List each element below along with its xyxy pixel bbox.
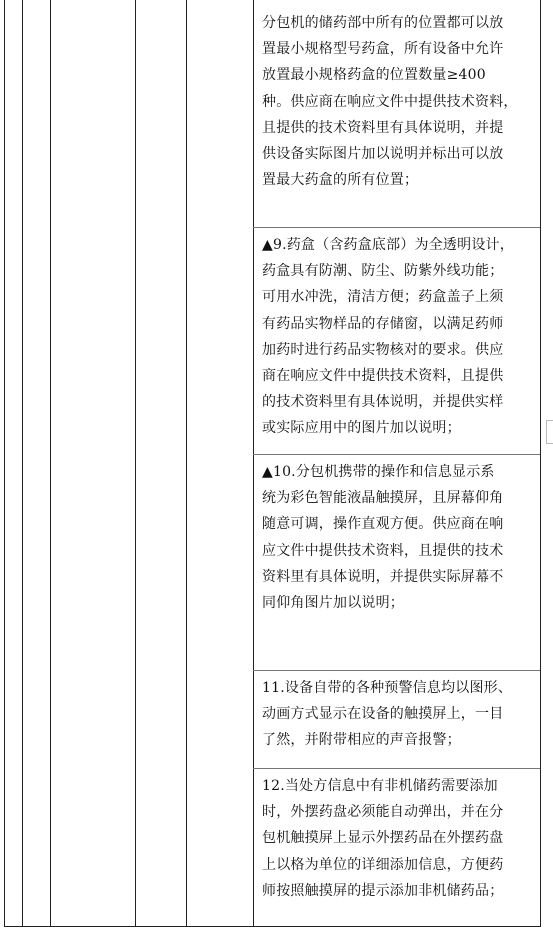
spec-item-9-medicine-box (262, 232, 536, 442)
table-border-bottom (4, 926, 541, 927)
text-line: ▲10.分包机携带的操作和信息显示系 (262, 464, 495, 480)
text-line: 动画方式显示在设备的触摸屏上，一目 (262, 706, 504, 723)
text-line: 分包机的储药部中所有的位置都可以放 (262, 15, 504, 31)
text-line: 置最小规格型号药盒，所有设备中允许 (262, 41, 504, 58)
text-line: 置最大药盒的所有位置； (262, 172, 419, 189)
text-line: 且提供的技术资料里有具体说明，并提 (262, 119, 504, 136)
text-line: 药盒具有防潮、防尘、防紫外线功能； (262, 263, 504, 280)
paragraph-separator (253, 454, 540, 455)
table-column-divider (50, 0, 51, 927)
text-line: 加药时进行药品实物核对的要求。供应 (262, 341, 504, 358)
paragraph-separator (253, 670, 540, 671)
text-line: 放置最小规格药盒的位置数量≥400 (262, 67, 486, 84)
paragraph-separator (253, 768, 540, 769)
table-column-divider (135, 0, 136, 927)
text-line: ▲9.药盒（含药盒底部）为全透明设计， (262, 237, 514, 253)
table-border-right (540, 0, 541, 927)
text-line: 时，外摆药盘必须能自动弹出，并在分 (262, 804, 504, 821)
text-line: 上以格为单位的详细添加信息，方便药 (262, 856, 504, 873)
paragraph-separator (253, 227, 540, 228)
text-line: 种。供应商在响应文件中提供技术资料， (262, 93, 518, 110)
text-line: 12.当处方信息中有非机储药需要添加 (262, 778, 498, 794)
text-line: 资料里有具体说明，并提供实际屏幕不 (262, 568, 504, 585)
text-line: 了然，并附带相应的声音报警； (262, 732, 461, 749)
text-line: 有药品实物样品的存储窗，以满足药师 (262, 315, 504, 332)
spec-item-12-external-tray (262, 773, 536, 904)
text-line: 商在响应文件中提供技术资料，且提供 (262, 368, 504, 385)
text-line: 包机触摸屏上显示外摆药品在外摆药盘 (262, 830, 504, 847)
text-line: 的技术资料里有具体说明，并提供实样 (262, 394, 504, 411)
text-line: 应文件中提供技术资料，且提供的技术 (262, 542, 504, 559)
text-line: 11.设备自带的各种预警信息均以图形、 (262, 680, 513, 696)
table-column-divider (253, 0, 254, 927)
spec-item-storage-positions (262, 10, 536, 193)
table-column-divider (186, 0, 187, 927)
spec-item-10-touchscreen (262, 459, 536, 616)
page-edge-marker (546, 420, 553, 444)
text-line: 随意可调，操作直观方便。供应商在响 (262, 516, 504, 533)
spec-item-11-warnings (262, 675, 536, 754)
table-border-left (4, 0, 5, 927)
text-line: 同仰角图片加以说明； (262, 595, 404, 612)
text-line: 供设备实际图片加以说明并标出可以放 (262, 146, 504, 163)
text-line: 统为彩色智能液晶触摸屏，且屏幕仰角 (262, 490, 504, 507)
text-line: 或实际应用中的图片加以说明； (262, 420, 461, 437)
text-line: 可用水冲洗，清洁方便；药盒盖子上须 (262, 289, 504, 306)
text-line: 师按照触摸屏的提示添加非机储药品； (262, 882, 504, 899)
table-column-divider (22, 0, 23, 927)
